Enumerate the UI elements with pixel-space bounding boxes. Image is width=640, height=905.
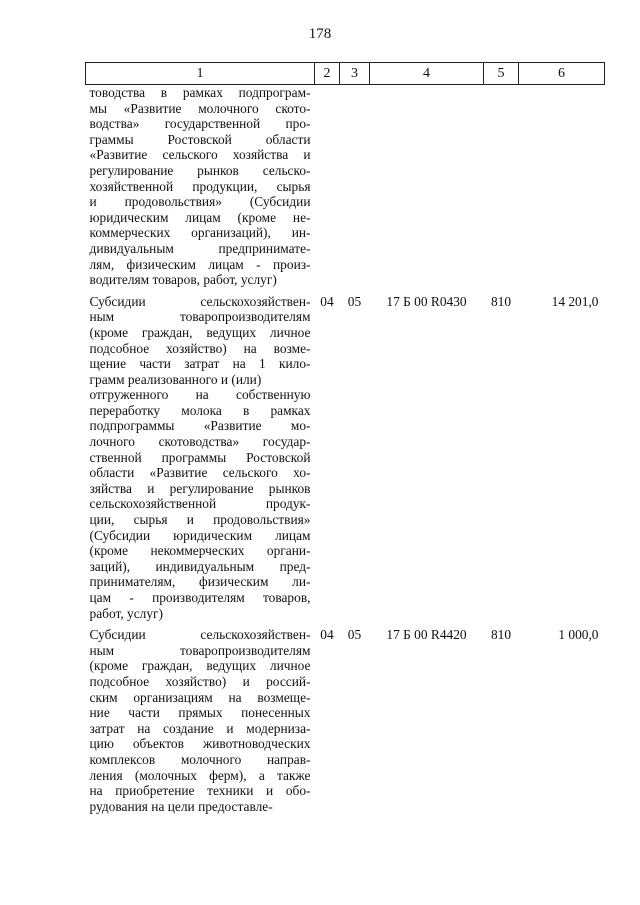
description-line: (кроме некоммерческих органи- bbox=[89, 543, 311, 559]
description-line: водителям товаров, работ, услуг) bbox=[89, 272, 277, 288]
description-line: дивидуальным предпринимате- bbox=[89, 240, 311, 256]
table-row bbox=[86, 85, 605, 294]
description-line: комплексов молочного направ- bbox=[89, 751, 311, 767]
description-line: граммы Ростовской области bbox=[89, 131, 311, 147]
cell-description bbox=[86, 294, 315, 627]
description-line: цам - производителям товаров, bbox=[89, 590, 311, 605]
cell-description bbox=[86, 627, 315, 820]
description-line: лочного скотоводства» государ- bbox=[89, 434, 311, 450]
page-number: 178 bbox=[308, 26, 332, 42]
cell-subsection bbox=[340, 85, 370, 294]
description-line: Субсидии сельскохозяйствен- bbox=[89, 293, 311, 309]
description-line: хозяйственной продукции, сырья bbox=[89, 178, 311, 194]
column-header: 6 bbox=[519, 63, 605, 85]
description-line: сельскохозяйственной продук- bbox=[89, 496, 311, 512]
column-header: 1 bbox=[86, 63, 315, 85]
column-header: 4 bbox=[370, 63, 484, 85]
description-line: щение части затрат на 1 кило- bbox=[89, 356, 311, 372]
cell-amount: 1 000,0 bbox=[558, 627, 599, 643]
description-line: зяйства и регулирование рынков bbox=[89, 480, 311, 496]
cell-description bbox=[86, 85, 315, 294]
description-line: ления (молочных ферм), а также bbox=[89, 767, 311, 783]
description-line: принимателям, физическим ли- bbox=[89, 574, 311, 590]
description-line: водства» государственной про- bbox=[89, 116, 311, 132]
description-line: затрат на создание и модерниза- bbox=[89, 720, 311, 736]
description-line: «Развитие сельского хозяйства и bbox=[89, 147, 311, 163]
description-line: ным товаропроизводителям bbox=[89, 309, 311, 325]
cell-subsection: 05 bbox=[347, 293, 362, 309]
description-line: рудования на цели предоставле- bbox=[89, 798, 273, 814]
description-line: ции, сырья и продовольствия» bbox=[89, 512, 311, 528]
column-header: 5 bbox=[484, 63, 519, 85]
description-line: Субсидии сельскохозяйствен- bbox=[89, 627, 311, 643]
budget-table bbox=[85, 62, 605, 820]
description-text bbox=[90, 627, 311, 814]
description-line: подсобное хозяйство) и россий- bbox=[89, 673, 311, 689]
description-line: ским организациям на возмеще- bbox=[89, 689, 311, 705]
cell-section: 04 bbox=[320, 293, 334, 309]
cell-expense-type bbox=[484, 85, 519, 294]
description-line: коммерческих организаций), ин- bbox=[89, 225, 311, 241]
table-row bbox=[86, 294, 605, 627]
cell-section bbox=[315, 85, 340, 294]
description-line: работ, услуг) bbox=[89, 605, 163, 621]
description-line: подпрограммы «Развитие мо- bbox=[89, 418, 311, 434]
description-line: отгруженного на собственную bbox=[89, 387, 311, 403]
description-line: области «Развитие сельского хо- bbox=[89, 465, 311, 481]
cell-target-item: 17 Б 00 R4420 bbox=[386, 627, 467, 643]
description-line: цию объектов животноводческих bbox=[89, 736, 311, 752]
cell-subsection: 05 bbox=[347, 627, 362, 643]
cell-amount bbox=[519, 85, 605, 294]
description-line: заций), индивидуальным пред- bbox=[89, 558, 311, 574]
description-line: регулирование рынков сельско- bbox=[89, 162, 311, 178]
cell-amount: 14 201,0 bbox=[551, 293, 599, 309]
cell-section: 04 bbox=[320, 627, 334, 643]
description-line: грамм реализованного и (или) bbox=[89, 371, 262, 387]
description-line: и продовольствия» (Субсидии bbox=[89, 194, 311, 210]
description-line: товодства в рамках подпрограм- bbox=[89, 85, 311, 100]
table-header-row bbox=[86, 63, 605, 85]
column-header: 2 bbox=[315, 63, 340, 85]
description-line: лям, физическим лицам - произ- bbox=[89, 256, 311, 272]
table-row bbox=[86, 627, 605, 820]
column-header: 3 bbox=[340, 63, 370, 85]
cell-expense-type: 810 bbox=[490, 627, 512, 643]
description-line: на приобретение техники и обо- bbox=[89, 783, 311, 799]
description-line: переработку молока в рамках bbox=[89, 402, 311, 418]
description-line: (Субсидии юридическим лицам bbox=[89, 527, 311, 543]
description-line: ственной программы Ростовской bbox=[89, 449, 311, 465]
description-line: ным товаропроизводителям bbox=[89, 642, 311, 658]
description-line: (кроме граждан, ведущих личное bbox=[89, 324, 311, 340]
cell-target-item: 17 Б 00 R0430 bbox=[386, 293, 467, 309]
description-line: мы «Развитие молочного ското- bbox=[89, 100, 311, 116]
description-text bbox=[90, 294, 311, 621]
description-text bbox=[90, 85, 311, 288]
description-line: ние части прямых понесенных bbox=[89, 705, 311, 721]
cell-target-item bbox=[370, 85, 484, 294]
cell-expense-type: 810 bbox=[490, 293, 512, 309]
description-line: (кроме граждан, ведущих личное bbox=[89, 658, 311, 674]
description-line: подсобное хозяйство) на возме- bbox=[89, 340, 311, 356]
description-line: юридическим лицам (кроме не- bbox=[89, 209, 311, 225]
